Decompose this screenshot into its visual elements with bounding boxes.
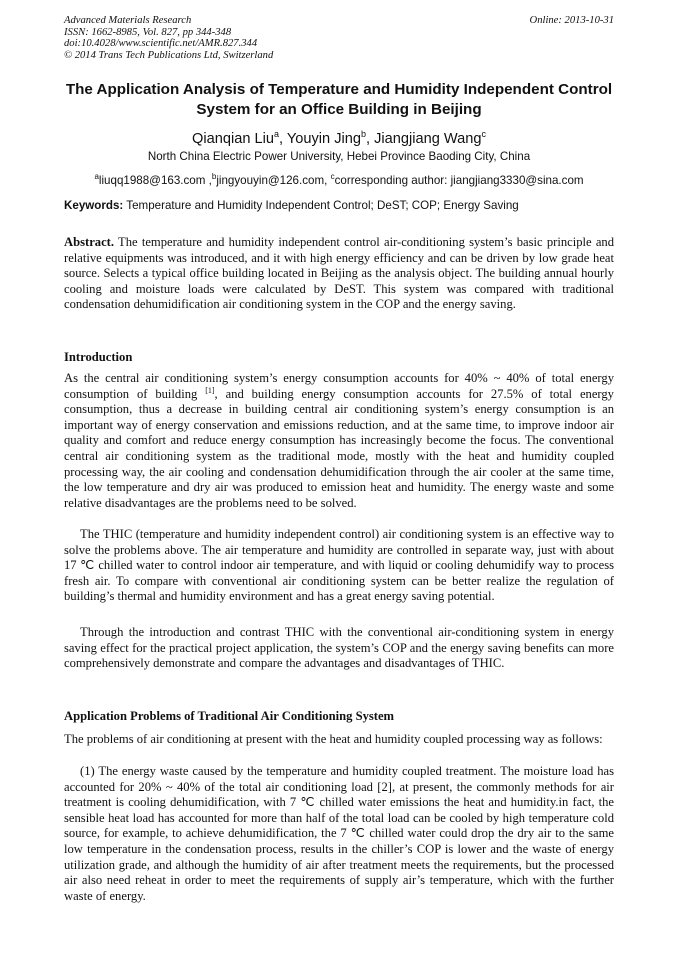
email-c: corresponding author: jiangjiang3330@sina.com xyxy=(334,174,584,187)
author-mark: c xyxy=(481,129,486,139)
keywords-label: Keywords: xyxy=(64,199,124,212)
abstract-label: Abstract. xyxy=(64,235,115,249)
online-date: Online: 2013-10-31 xyxy=(529,15,614,26)
paper-title: The Application Analysis of Temperature and Humidity Independent Control System for an Office Building in Beijing xyxy=(65,81,613,118)
intro-paragraph-1 xyxy=(64,371,614,511)
copyright-line: © 2014 Trans Tech Publications Ltd, Switzerland xyxy=(64,49,274,61)
email-a: liuqq1988@163.com xyxy=(98,174,206,187)
keywords xyxy=(64,199,614,213)
citation-ref: [1] xyxy=(205,385,215,395)
email-mark: c xyxy=(330,172,335,181)
doi-line: doi:10.4028/www.scientific.net/AMR.827.344 xyxy=(64,38,258,50)
intro-paragraph-3: Through the introduction and contrast THIC with the conventional air-conditioning system in energy saving effect for the practical project application, the system’s COP and the energy saving benefits can more comprehensively demonstrate and compare the advantages and disadvantages of THIC. xyxy=(64,625,614,671)
section2-heading: Application Problems of Traditional Air Conditioning System xyxy=(64,709,395,723)
intro-p1-text-cont: , and building energy consumption accounts for 27.5% of total energy consumption, thus a decrease in building central air conditioning system’s energy consumption is an important way of energy conservation and emissions reduction, and at the same time, to improve indoor air quality and comfort and reduce energy consumption has increasingly become the focus. The conventional central air conditioning system as the traditional mode, mostly with the heat and humidity coupled processing way, the air cooling and condensation dehumidification through the air cooler at the same time, the low temperature and dry air was produced to emission heat and humidity. The energy waste and some relative disadvantages are the problems need to be solved. xyxy=(64,386,614,510)
email-mark: a xyxy=(94,172,99,181)
author-name: Qianqian Liu xyxy=(192,131,274,147)
intro-p1-text: As the central air conditioning system’s energy consumption accounts for 40% ~ 40% of total energy consumption of building xyxy=(64,371,614,401)
author-mark: b xyxy=(360,129,366,139)
issn-line: ISSN: 1662-8985, Vol. 827, pp 344-348 xyxy=(64,26,232,38)
email-mark: b xyxy=(211,172,217,181)
abstract-text: The temperature and humidity independent control air-conditioning system’s basic principle and relative equipments was introduced, and it with high energy efficiency and can be driven by low grade heat source. Selects a typical office building located in Beijing as the analysis object. The building annual hourly cooling and moisture loads were calculated by DeST. This system was compared with traditional condensation dehumidification air conditioning system in the COP and the energy saving. xyxy=(64,235,614,312)
journal-name: Advanced Materials Research xyxy=(64,15,192,26)
author-mark: a xyxy=(273,129,279,139)
section2-paragraph-2: (1) The energy waste caused by the temperature and humidity coupled treatment. The moisture load has accounted for 20% ~ 40% of the total air conditioning load [2], at present, the commonly methods for air treatment is cooling dehumidification, with 7 ℃ chilled water emissions the heat and humidity.in fact, the sensible heat load has accounted for more than half of the total load can be cooled by high temperature cold source, for example, to achieve dehumidification, the 7 ℃ chilled water could drop the dry air to the same low temperature in the condensation process, results in the chiller’s COP is lower and the waste of energy utilization grade, and although the humidity of air after treatment meets the requirements, but the processed air also need reheat in order to meet the requirements of supply air’s temperature, which with the further waste of energy. xyxy=(64,764,614,903)
section2-paragraph-1: The problems of air conditioning at present with the heat and humidity coupled processing way as follows: xyxy=(64,732,603,746)
intro-paragraph-2: The THIC (temperature and humidity independent control) air conditioning system is an effective way to solve the problems above. The air temperature and humidity are controlled in separate way, just with about 17 ℃ chilled water to control indoor air temperature, and with liquid or cooling dehumidify way to process fresh air. To compare with conventional air conditioning system can be better realize the regulation of building’s thermal and humidity environment and has a great energy saving potential. xyxy=(64,527,614,604)
introduction-heading: Introduction xyxy=(64,350,133,364)
author-name: Youyin Jing xyxy=(286,131,361,147)
author-name: Jiangjiang Wang xyxy=(374,131,482,147)
author-list: Qianqian Liu$^a$, Youyin Jing$^b$, Jiangjiang Wang$^c$ xyxy=(192,129,486,147)
abstract xyxy=(64,235,614,313)
journal-header xyxy=(64,15,614,61)
affiliation: North China Electric Power University, Hebei Province Baoding City, China xyxy=(147,150,531,163)
email-b: jingyouyin@126.com, xyxy=(216,174,328,187)
email-line: $^a$liuqq1988@163.com ,$^b$jingyouyin@126.com, $^c$corresponding author: jiangjiang3330@sina.com xyxy=(94,172,584,187)
keywords-text: Temperature and Humidity Independent Control; DeST; COP; Energy Saving xyxy=(126,199,519,212)
